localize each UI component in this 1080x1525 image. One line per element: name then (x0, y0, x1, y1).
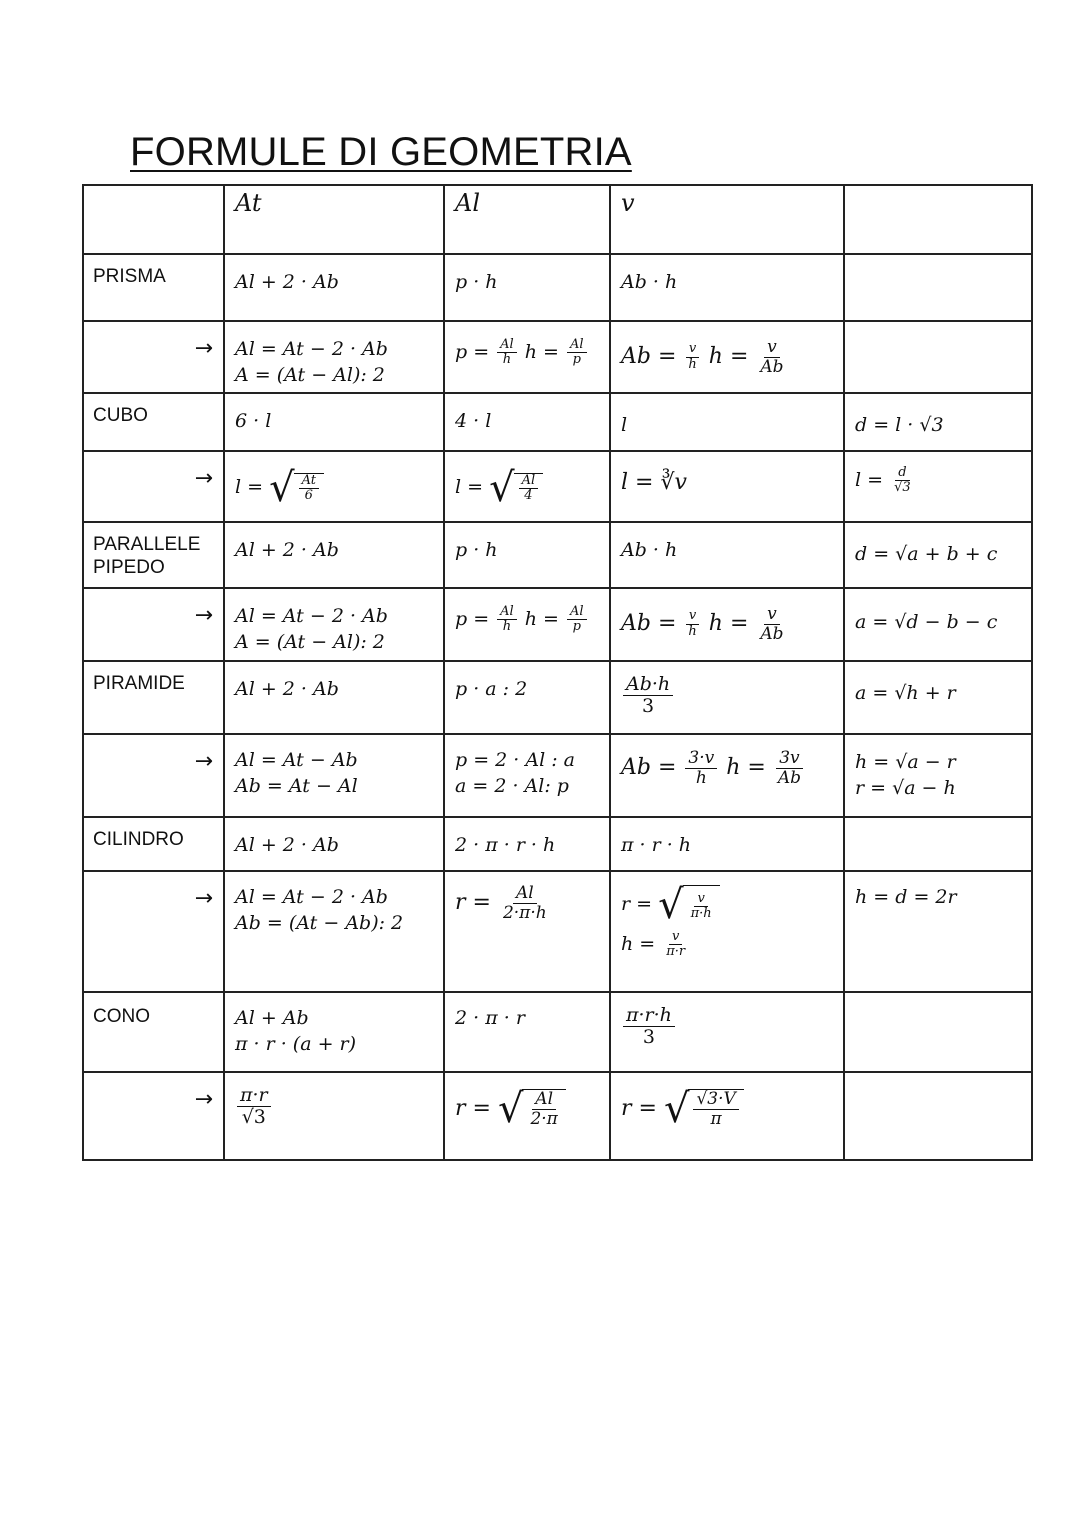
arrow-icon: → (194, 603, 213, 628)
prisma-inv-at-1: Al = At − 2 · Ab (235, 338, 388, 360)
header-extra (844, 185, 1032, 254)
cono-v: $\frac{\pi\cdot r\cdot h}{3}$ (611, 993, 843, 1048)
prisma-row (83, 254, 1032, 321)
prisma-inv-al: p = $\frac{Al}{h}$ h = $\frac{Al}{p}$ (445, 322, 609, 368)
cubo-inv-extra: l = $\frac{d}{√3}$ (855, 465, 911, 496)
arrow-icon: → (194, 886, 213, 911)
formula-table (82, 184, 1033, 1161)
piramide-al: p · a : 2 (455, 678, 528, 700)
cilindro-inv-al: r = $\frac{Al}{2\cdot\pi\cdot h}$ (455, 883, 547, 923)
header-at: At (224, 185, 444, 254)
shape-label: PIRAMIDE (83, 661, 224, 734)
piramide-inv-v: Ab = $\frac{3\cdot v}{h}$ h = $\frac{3v}{Ab}$ (621, 748, 802, 788)
cono-inv-at: $\frac{\pi\cdot r}{√3}$ (225, 1073, 443, 1128)
prisma-at: Al + 2 · Ab (235, 271, 339, 293)
piramide-row (83, 661, 1032, 734)
prisma-inv-at-2: A = (At − Al): 2 (235, 364, 385, 386)
parallelepipedo-inverse-row (83, 588, 1032, 661)
piramide-v: $\frac{Ab\cdot h}{3}$ (611, 662, 843, 717)
parallelepipedo-inv-at-1: Al = At − 2 · Ab (235, 605, 388, 627)
piramide-inv-extra-2: r = √a − h (855, 777, 956, 799)
page-title: FORMULE DI GEOMETRIA (130, 130, 632, 174)
cubo-v: l (621, 414, 628, 436)
arrow-icon: → (194, 749, 213, 774)
prisma-inverse-row (83, 321, 1032, 393)
piramide-inv-at-2: Ab = At − Al (235, 775, 358, 797)
parallelepipedo-row (83, 522, 1032, 588)
cono-row (83, 992, 1032, 1072)
shape-label: CONO (83, 992, 224, 1072)
cono-inv-al: r = √ $\frac{Al}{2\cdot\pi}$ (445, 1073, 609, 1129)
cono-al: 2 · π · r (455, 1007, 525, 1029)
cono-inv-v: r = √ $\frac{√3\cdot V}{\pi}$ (611, 1073, 843, 1129)
cilindro-v: π · r · h (621, 834, 692, 856)
cubo-inv-v: l = ∛v (621, 470, 687, 495)
header-blank (83, 185, 224, 254)
cono-at-1: Al + Ab (235, 1007, 309, 1029)
prisma-inv-v: Ab = $\frac{v}{h}$ h = $\frac{v}{Ab}$ (621, 337, 784, 377)
parallelepipedo-extra: d = √a + b + c (855, 543, 998, 565)
piramide-inv-at-1: Al = At − Ab (235, 749, 358, 771)
piramide-inv-extra-1: h = √a − r (855, 751, 956, 773)
piramide-extra: a = √h + r (855, 682, 956, 704)
cubo-inverse-row (83, 451, 1032, 522)
cubo-al: 4 · l (455, 410, 492, 432)
cubo-inv-at: l = √ $\frac{At}{6}$ (225, 452, 443, 508)
cilindro-inv-v-h: h = $\frac{v}{\pi\cdot r}$ (621, 928, 686, 959)
cubo-row (83, 393, 1032, 451)
shape-label: PRISMA (83, 254, 224, 321)
header-al: Al (444, 185, 610, 254)
parallelepipedo-inv-extra: a = √d − b − c (855, 611, 998, 633)
parallelepipedo-inv-at-2: A = (At − Al): 2 (235, 631, 385, 653)
arrow-icon: → (194, 336, 213, 361)
cilindro-at: Al + 2 · Ab (235, 834, 339, 856)
piramide-inv-al-2: a = 2 · Al: p (455, 775, 569, 797)
shape-label: PARALLELE PIPEDO (83, 522, 224, 588)
header-row (83, 185, 1032, 254)
cilindro-al: 2 · π · r · h (455, 834, 556, 856)
parallelepipedo-al: p · h (455, 539, 498, 561)
cilindro-inv-v-r: r = √ $\frac{v}{\pi\cdot h}$ (621, 884, 833, 926)
cilindro-inverse-row (83, 871, 1032, 992)
parallelepipedo-v: Ab · h (621, 539, 678, 561)
cono-inverse-row (83, 1072, 1032, 1160)
cilindro-inv-at-1: Al = At − 2 · Ab (235, 886, 388, 908)
shape-label: CUBO (83, 393, 224, 451)
cilindro-inv-at-2: Ab = (At − Ab): 2 (235, 912, 404, 934)
cubo-extra: d = l · √3 (855, 414, 944, 436)
prisma-v: Ab · h (621, 271, 678, 293)
parallelepipedo-inv-v: Ab = $\frac{v}{h}$ h = $\frac{v}{Ab}$ (621, 604, 784, 644)
arrow-icon: → (194, 466, 213, 491)
cono-at-2: π · r · (a + r) (235, 1033, 357, 1055)
piramide-at: Al + 2 · Ab (235, 678, 339, 700)
cilindro-inv-extra: h = d = 2r (855, 886, 957, 908)
shape-label: CILINDRO (83, 817, 224, 871)
cubo-at: 6 · l (235, 410, 272, 432)
arrow-icon: → (194, 1087, 213, 1112)
cubo-inv-al: l = √ $\frac{Al}{4}$ (445, 452, 609, 508)
parallelepipedo-at: Al + 2 · Ab (235, 539, 339, 561)
header-v: v (610, 185, 844, 254)
piramide-inv-al-1: p = 2 · Al : a (455, 749, 575, 771)
cilindro-row (83, 817, 1032, 871)
prisma-al: p · h (455, 271, 498, 293)
piramide-inverse-row (83, 734, 1032, 817)
parallelepipedo-inv-al: p = $\frac{Al}{h}$ h = $\frac{Al}{p}$ (445, 589, 609, 635)
